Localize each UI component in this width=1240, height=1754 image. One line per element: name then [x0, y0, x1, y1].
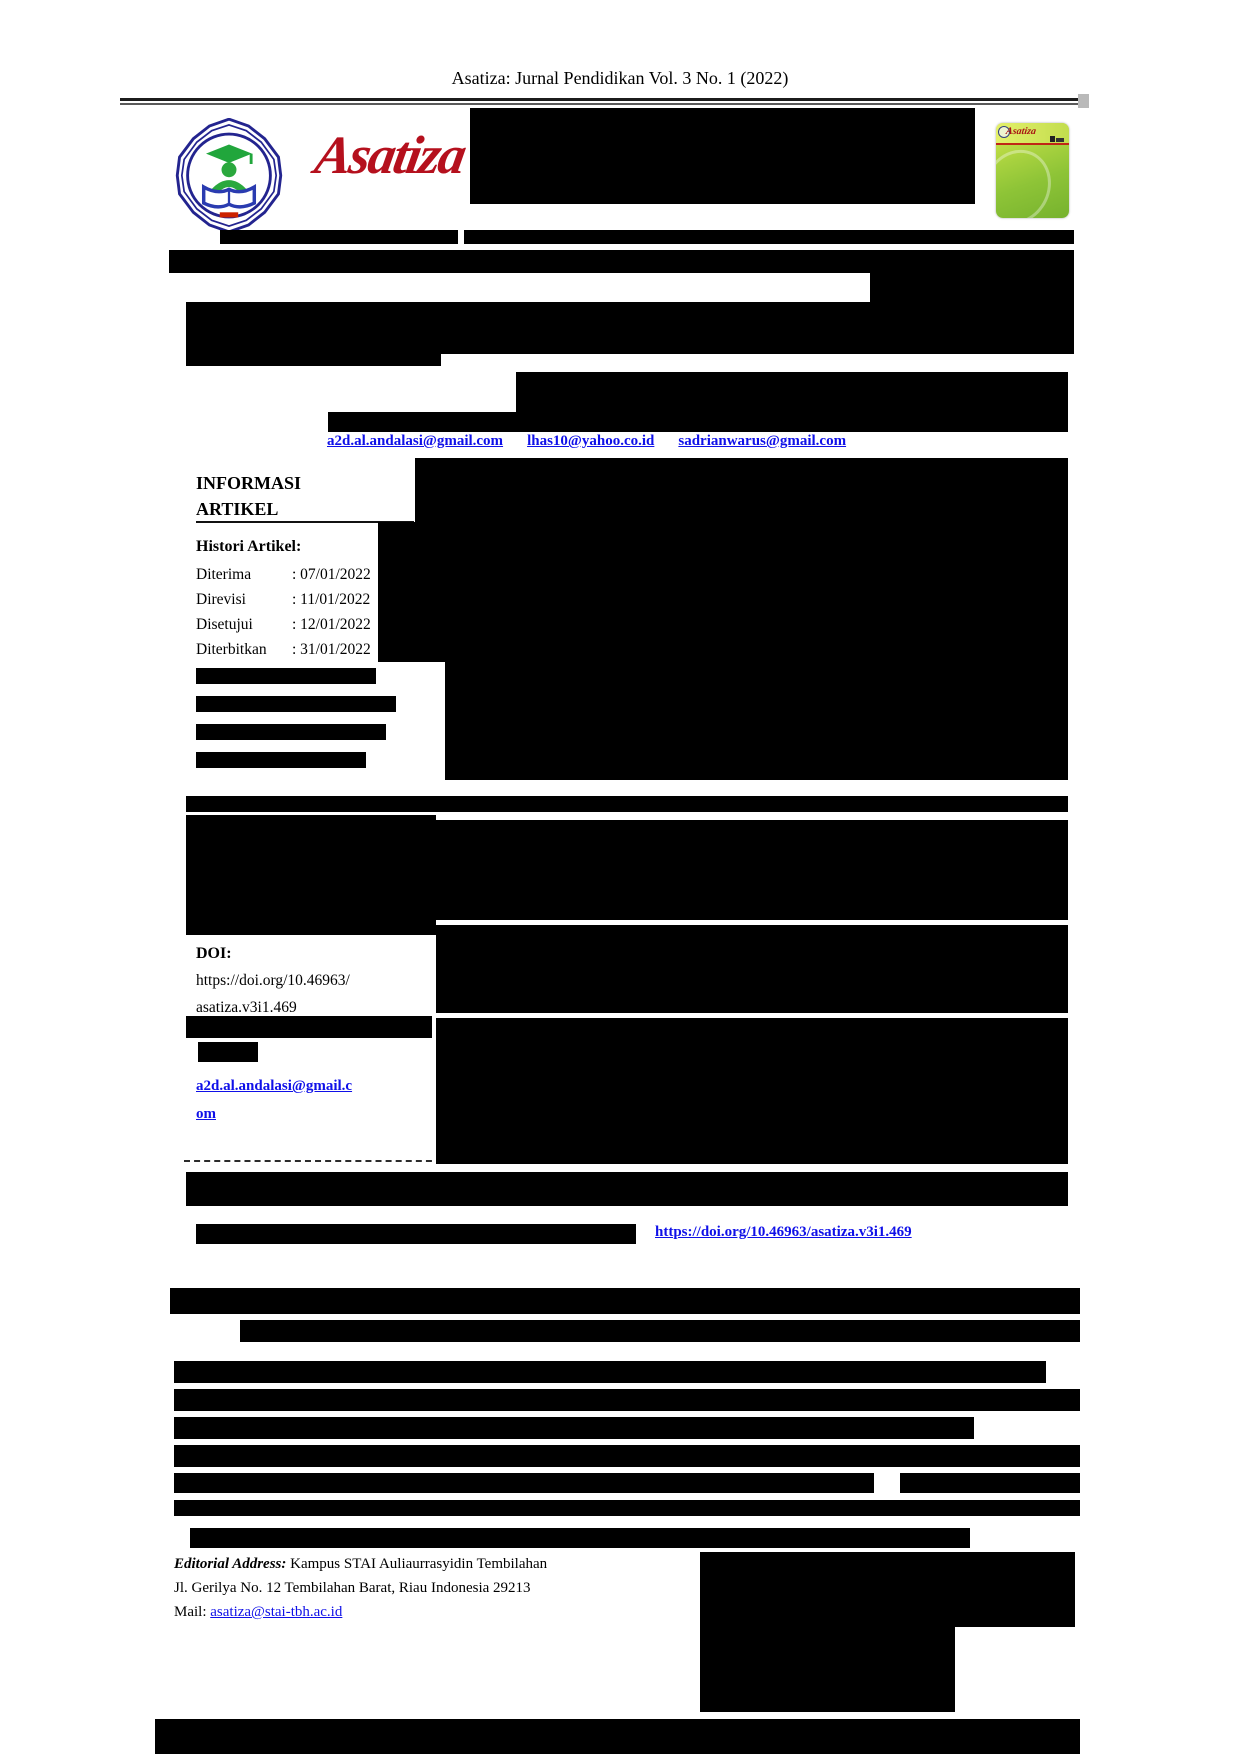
author-email-link-1[interactable]: a2d.al.andalasi@gmail.com [327, 433, 504, 449]
redacted-text-block [174, 1500, 1080, 1516]
redacted-text-block [220, 230, 458, 244]
redacted-text-block [240, 1320, 1080, 1342]
redacted-text-block [436, 820, 1068, 920]
corresponding-email-link-line2[interactable]: om [196, 1106, 216, 1122]
redacted-text-block [186, 1172, 1068, 1206]
redacted-text-block [445, 662, 1068, 780]
header-divider-end-mark [1078, 94, 1089, 108]
running-head: Asatiza: Jurnal Pendidikan Vol. 3 No. 1 (2022) [451, 68, 789, 88]
redacted-text-block [870, 273, 1074, 302]
doi-heading: DOI: [196, 945, 232, 962]
street-address-line: Jl. Gerilya No. 12 Tembilahan Barat, Riau Indonesia 29213 [174, 1580, 531, 1596]
redacted-text-block [174, 1417, 974, 1439]
info-column-dashed-separator [184, 1160, 442, 1162]
cover-swirl-decoration [996, 139, 1063, 218]
redacted-text-block [436, 925, 1068, 1013]
editorial-address-value: Kampus STAI Auliaurrasyidin Tembilahan [286, 1556, 548, 1572]
mail-label: Mail: [174, 1604, 211, 1620]
author-email-link-2[interactable]: lhas10@yahoo.co.id [527, 433, 655, 449]
redacted-text-block [415, 458, 1068, 522]
editorial-address-label: Editorial Address: [174, 1556, 287, 1572]
corresponding-email [196, 1072, 426, 1128]
redacted-text-block [155, 1719, 1080, 1754]
redacted-text-block [174, 1473, 874, 1493]
history-row-diterima: Diterima : 07/01/2022 [196, 566, 371, 583]
citation-doi-link[interactable]: https://doi.org/10.46963/asatiza.v3i1.469 [655, 1224, 912, 1240]
article-info-heading [196, 470, 426, 522]
redacted-text-block [186, 354, 441, 366]
author-email-link-3[interactable]: sadrianwarus@gmail.com [678, 433, 847, 449]
editorial-address-line [174, 1552, 734, 1576]
cover-decoration [1050, 136, 1055, 142]
article-info-heading-line1: INFORMASI [196, 473, 302, 493]
redacted-text-block [170, 1288, 1080, 1314]
article-info-heading-line2: ARTIKEL [196, 499, 279, 519]
journal-wordmark: Asatiza [310, 125, 470, 185]
footer-mail-link[interactable]: asatiza@stai-tbh.ac.id [210, 1604, 343, 1620]
redacted-text-block [900, 1473, 1080, 1493]
history-row-direvisi: Direvisi : 11/01/2022 [196, 591, 371, 608]
redacted-text-block [174, 1389, 1080, 1411]
redacted-text-block [328, 412, 1068, 432]
cover-wordmark: Asatiza [1005, 126, 1037, 137]
doi-url-line2: asatiza.v3i1.469 [196, 999, 297, 1016]
redacted-text-block [700, 1552, 1075, 1627]
redacted-text-block [196, 724, 386, 740]
redacted-text-block [436, 1018, 1068, 1164]
cover-decoration [1056, 138, 1064, 142]
redacted-text-block [196, 1224, 636, 1244]
author-email-row [327, 433, 1027, 450]
redacted-text-block [186, 796, 1068, 812]
redacted-text-block [198, 1042, 258, 1062]
redacted-text-block [174, 1361, 1046, 1383]
redacted-text-block [174, 1445, 1080, 1467]
corresponding-email-link-line1[interactable]: a2d.al.andalasi@gmail.c [196, 1078, 353, 1094]
redacted-text-block [186, 302, 1074, 354]
doi-block [196, 940, 426, 1021]
redacted-text-block [700, 1627, 955, 1712]
redacted-text-block [186, 815, 436, 935]
redacted-text-block [169, 250, 1074, 273]
redacted-text-block [186, 1016, 432, 1038]
redacted-text-block [196, 668, 376, 684]
editorial-footer [174, 1552, 734, 1624]
article-history-heading: Histori Artikel: [196, 538, 302, 555]
doi-url-line1: https://doi.org/10.46963/ [196, 972, 350, 989]
redacted-text-block [464, 230, 1074, 244]
redacted-text-block [378, 522, 1068, 662]
redacted-text-block [196, 696, 396, 712]
journal-cover-thumbnail [996, 123, 1069, 218]
history-row-disetujui: Disetujui : 12/01/2022 [196, 616, 371, 633]
redacted-text-block [196, 752, 366, 768]
journal-logo-icon [170, 118, 288, 233]
redacted-text-block [190, 1528, 970, 1548]
mail-line [174, 1600, 734, 1624]
history-row-diterbitkan: Diterbitkan : 31/01/2022 [196, 641, 371, 658]
redacted-text-block [470, 108, 975, 204]
